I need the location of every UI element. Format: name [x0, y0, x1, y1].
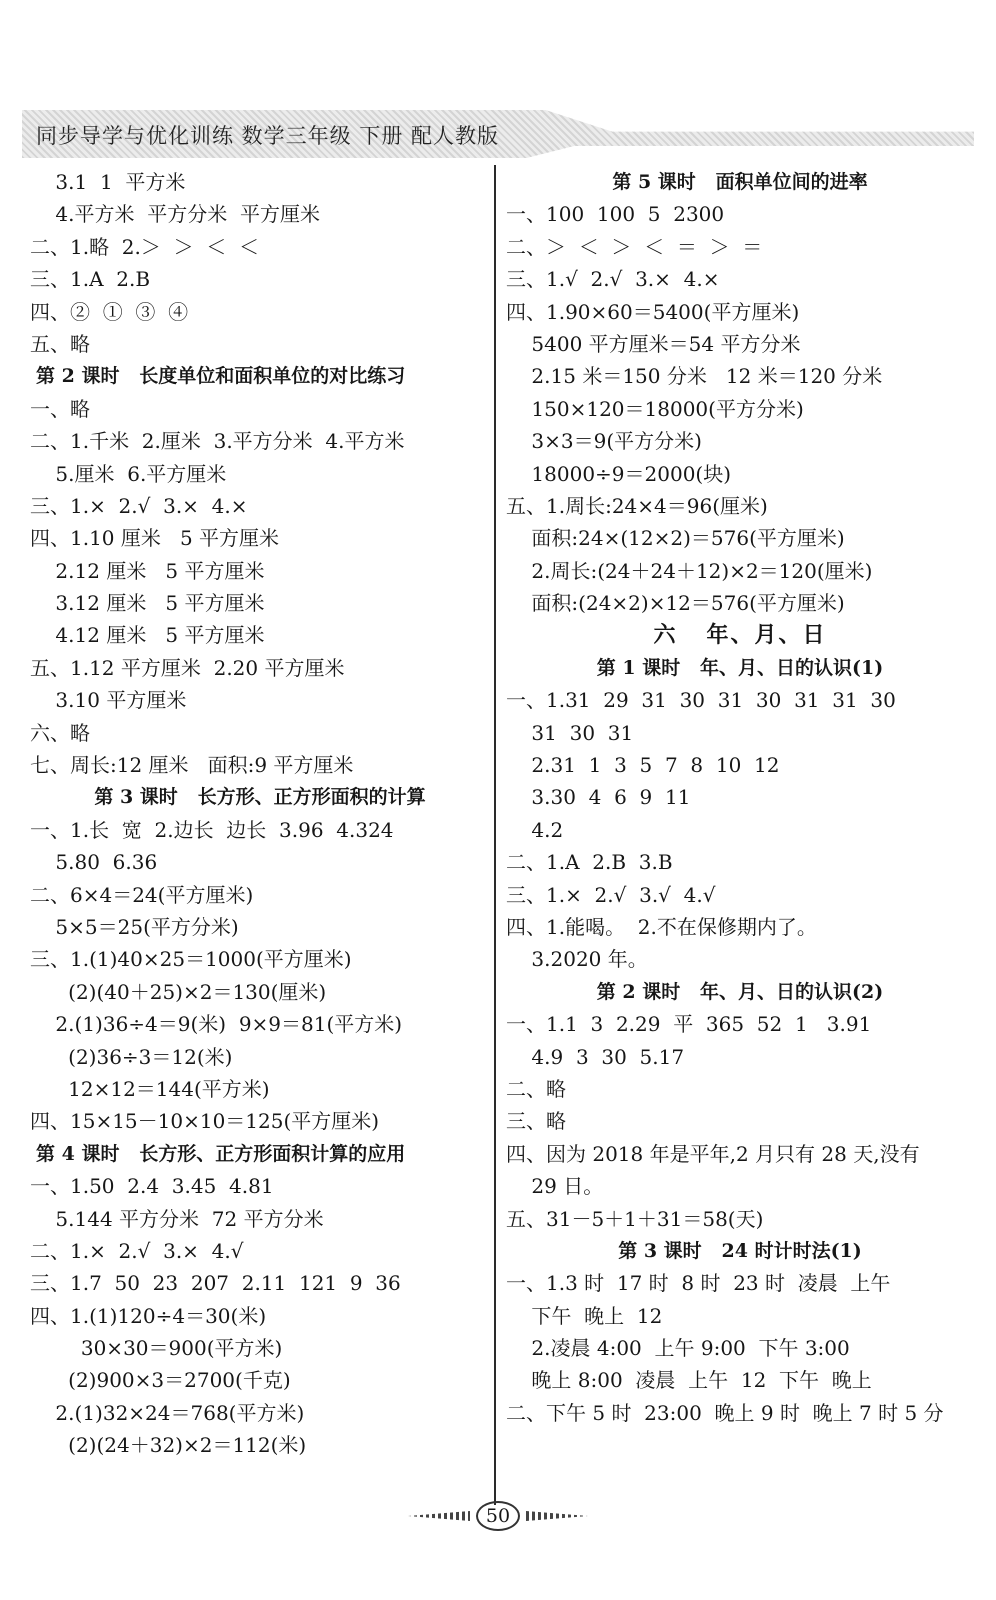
answer-line: 150×120＝18000(平方分米)	[506, 396, 804, 421]
answer-line: 5400 平方厘米＝54 平方分米	[506, 331, 801, 356]
answer-line: 18000÷9＝2000(块)	[506, 461, 732, 486]
answer-line: 5.144 平方分米 72 平方分米	[30, 1206, 324, 1231]
section-heading: 第 2 课时 年、月、日的认识(2)	[596, 980, 884, 1003]
answer-line: 六、略	[30, 720, 90, 745]
answer-line: 四、1.(1)120÷4＝30(米)	[30, 1303, 267, 1328]
answer-line: 4.9 3 30 5.17	[506, 1044, 685, 1069]
answer-line: (2)(40＋25)×2＝130(厘米)	[30, 979, 327, 1004]
answer-line: 四、1.能喝。 2.不在保修期内了。	[506, 914, 817, 939]
answer-line: 4.平方米 平方分米 平方厘米	[30, 202, 320, 227]
answer-line: 4.12 厘米 5 平方厘米	[30, 623, 265, 648]
answer-line: 3.12 厘米 5 平方厘米	[30, 591, 265, 616]
answer-line: 29 日。	[506, 1174, 604, 1199]
right-ornament	[526, 1511, 588, 1521]
answer-line: (2)900×3＝2700(千克)	[30, 1368, 291, 1393]
answer-line: 2.31 1 3 5 7 8 10 12	[506, 753, 780, 778]
page-number: 50	[476, 1501, 520, 1531]
page-footer	[398, 1500, 598, 1532]
answer-line: 五、31－5＋1＋31＝58(天)	[506, 1206, 764, 1231]
answer-line: 二、1.千米 2.厘米 3.平方分米 4.平方米	[30, 429, 405, 454]
answer-line: 三、1.7 50 23 207 2.11 121 9 36	[30, 1271, 401, 1296]
answer-line: 12×12＝144(平方米)	[30, 1076, 270, 1101]
answer-line: 一、略	[30, 396, 90, 421]
answer-line: 三、1.√ 2.√ 3.× 4.×	[506, 267, 720, 292]
answer-line: (2)(24＋32)×2＝112(米)	[30, 1433, 307, 1458]
answer-line: 2.周长:(24＋24＋12)×2＝120(厘米)	[506, 558, 873, 583]
answer-line: 2.12 厘米 5 平方厘米	[30, 558, 265, 583]
answer-line: 四、1.10 厘米 5 平方厘米	[30, 526, 280, 551]
answer-line: 四、1.90×60＝5400(平方厘米)	[506, 299, 800, 324]
column-divider	[494, 165, 496, 1505]
answer-line: 四、因为 2018 年是平年,2 月只有 28 天,没有	[506, 1141, 920, 1166]
answer-line: 五、1.12 平方厘米 2.20 平方厘米	[30, 655, 345, 680]
answer-line: 二、略	[506, 1076, 566, 1101]
section-heading: 第 3 课时 24 时计时法(1)	[618, 1239, 862, 1262]
running-header: 同步导学与优化训练 数学三年级 下册 配人教版	[36, 124, 500, 148]
answer-line: 三、1.(1)40×25＝1000(平方厘米)	[30, 947, 352, 972]
answer-line: 四、② ① ③ ④	[30, 299, 189, 324]
answer-line: 二、1.× 2.√ 3.× 4.√	[30, 1238, 244, 1263]
answer-line: 一、1.长 宽 2.边长 边长 3.96 4.324	[30, 817, 394, 842]
answer-line: 二、1.略 2.＞ ＞ ＜ ＜	[30, 234, 260, 259]
answer-line: 5.厘米 6.平方厘米	[30, 461, 227, 486]
answer-line: 二、6×4＝24(平方厘米)	[30, 882, 254, 907]
answer-line: 七、周长:12 厘米 面积:9 平方厘米	[30, 753, 354, 778]
section-heading: 第 5 课时 面积单位间的进率	[612, 171, 868, 193]
section-heading: 第 2 课时 长度单位和面积单位的对比练习	[36, 365, 406, 388]
answer-line: 二、＞ ＜ ＞ ＜ ＝ ＞ ＝	[506, 234, 763, 259]
answer-line: 一、1.31 29 31 30 31 30 31 31 30	[506, 688, 896, 713]
section-heading: 第 1 课时 年、月、日的认识(1)	[596, 656, 884, 679]
answer-line: 二、下午 5 时 23:00 晚上 9 时 晚上 7 时 5 分	[506, 1400, 944, 1425]
right-column	[506, 166, 974, 1429]
answer-line: 3×3＝9(平方分米)	[506, 429, 702, 454]
answer-line: (2)36÷3＝12(米)	[30, 1044, 233, 1069]
section-heading: 第 3 课时 长方形、正方形面积的计算	[94, 786, 426, 809]
answer-line: 3.2020 年。	[506, 947, 648, 972]
answer-line: 一、1.1 3 2.29 平 365 52 1 3.91	[506, 1012, 872, 1037]
answer-line: 4.2	[506, 817, 564, 842]
answer-line: 五、1.周长:24×4＝96(厘米)	[506, 493, 768, 518]
answer-line: 一、100 100 5 2300	[506, 202, 725, 227]
answer-line: 四、15×15－10×10＝125(平方厘米)	[30, 1109, 380, 1134]
answer-line: 2.(1)32×24＝768(平方米)	[30, 1400, 305, 1425]
left-column	[30, 166, 490, 1462]
answer-line: 晚上 8:00 凌晨 上午 12 下午 晚上	[506, 1368, 872, 1393]
answer-line: 3.30 4 6 9 11	[506, 785, 691, 810]
answer-line: 三、1.A 2.B	[30, 267, 151, 292]
answer-line: 三、1.× 2.√ 3.× 4.×	[30, 493, 248, 518]
answer-line: 面积:(24×2)×12＝576(平方厘米)	[506, 591, 845, 616]
answer-line: 5.80 6.36	[30, 850, 158, 875]
answer-line: 面积:24×(12×2)＝576(平方厘米)	[506, 526, 845, 551]
answer-line: 2.15 米＝150 分米 12 米＝120 分米	[506, 364, 883, 389]
answer-line: 三、1.× 2.√ 3.√ 4.√	[506, 882, 716, 907]
answer-line: 3.1 1 平方米	[30, 170, 186, 194]
answer-line: 一、1.50 2.4 3.45 4.81	[30, 1174, 274, 1199]
answer-line: 一、1.3 时 17 时 8 时 23 时 凌晨 上午	[506, 1271, 891, 1296]
answer-line: 5×5＝25(平方分米)	[30, 914, 239, 939]
answer-line: 下午 晚上 12	[506, 1303, 663, 1328]
answer-line: 30×30＝900(平方米)	[30, 1336, 283, 1361]
answer-line: 31 30 31	[506, 720, 634, 745]
answer-line: 2.凌晨 4:00 上午 9:00 下午 3:00	[506, 1336, 850, 1361]
left-ornament	[408, 1511, 470, 1521]
answer-line: 三、略	[506, 1109, 566, 1134]
answer-line: 3.10 平方厘米	[30, 688, 187, 713]
answer-line: 五、略	[30, 331, 90, 356]
section-heading: 六 年、月、日	[653, 622, 827, 649]
answer-line: 2.(1)36÷4＝9(米) 9×9＝81(平方米)	[30, 1012, 403, 1037]
section-heading: 第 4 课时 长方形、正方形面积计算的应用	[36, 1142, 406, 1165]
answer-line: 二、1.A 2.B 3.B	[506, 850, 673, 875]
